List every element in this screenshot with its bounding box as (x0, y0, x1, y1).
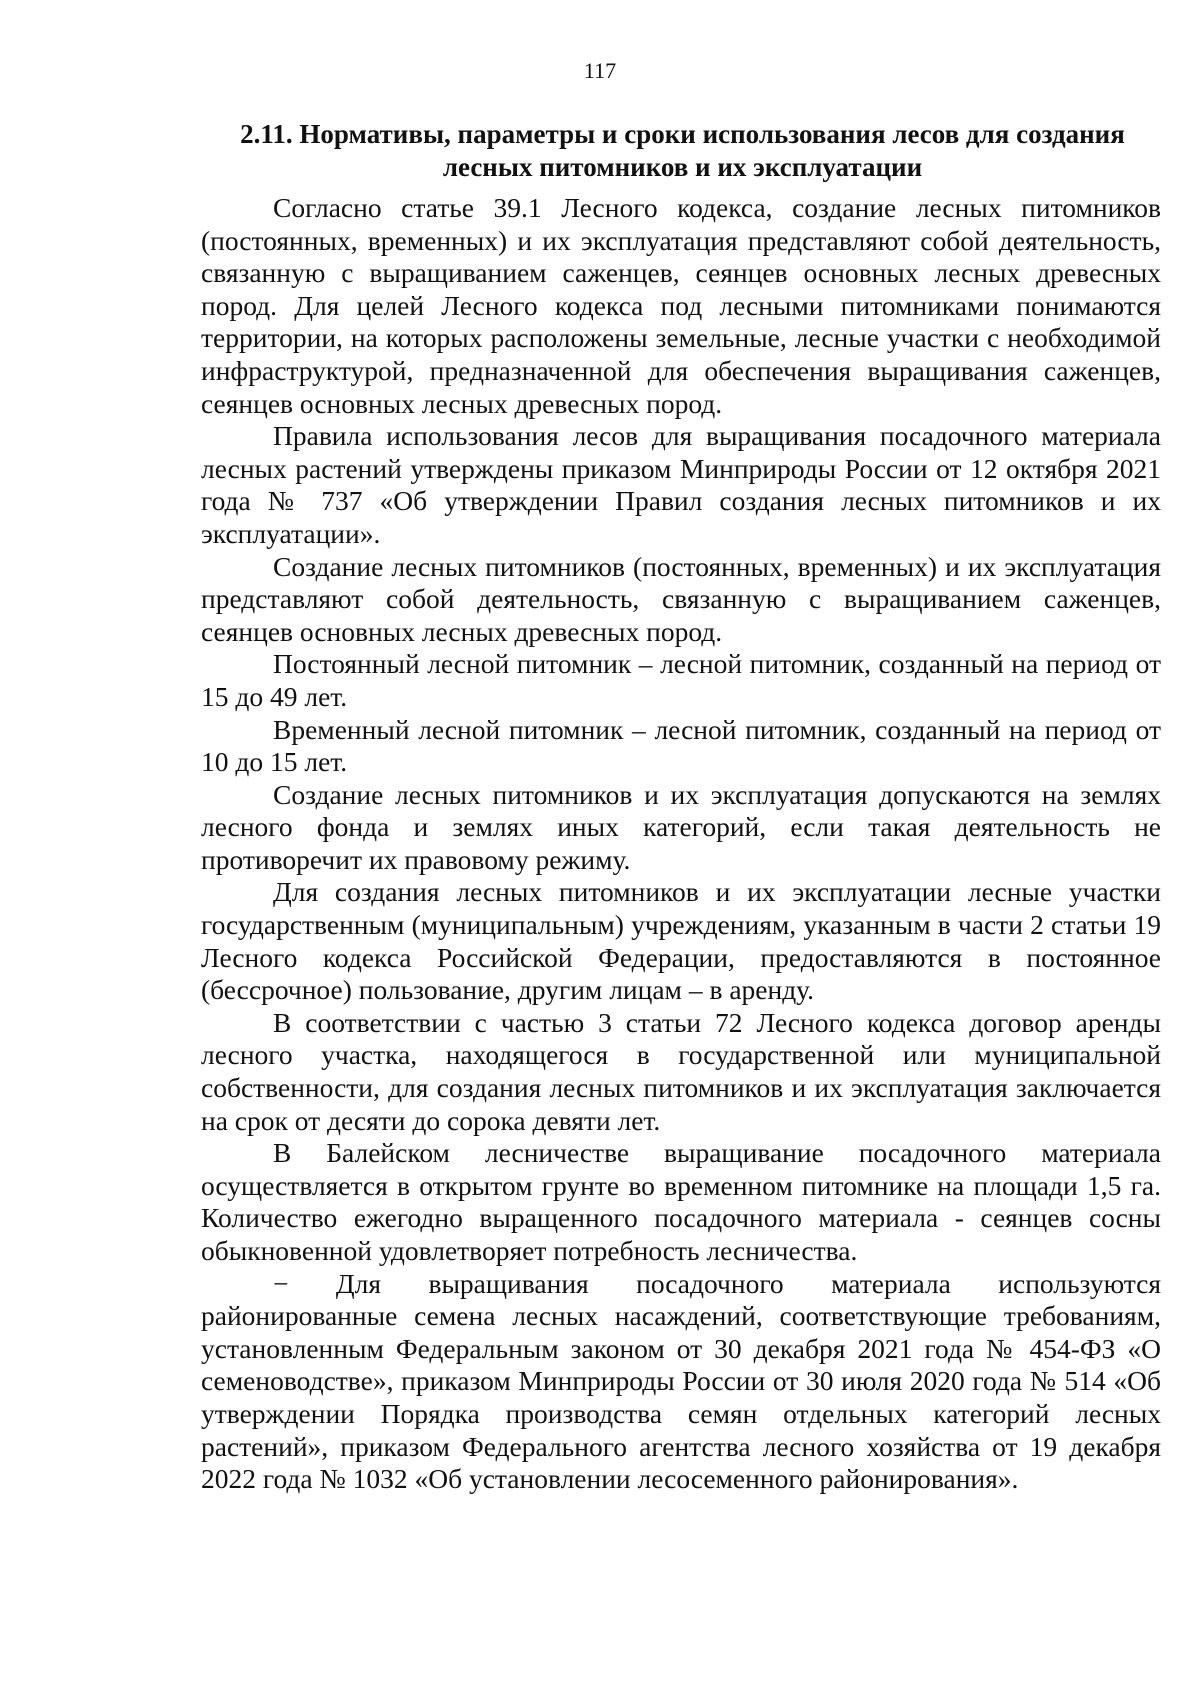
paragraph-article-39-1: Согласно статье 39.1 Лесного кодекса, создание лесных питомников (постоянных, временных) и их эксплуатация представляют собой деятельность, связанную с выращиванием саженцев, сеянцев основных лесных древесных пород. Для целей Лесного кодекса под лесными питомниками понимаются территории, на которых расположены земельные, лесные участки с необходимой инфраструктурой, предназначенной для обеспечения выращивания саженцев, сеянцев основных лесных древесных пород. (201, 192, 1161, 419)
page-number: 117 (583, 58, 617, 83)
paragraph-lease-term: В соответствии с частью 3 статьи 72 Лесного кодекса договор аренды лесного участка, находящегося в государственной или муниципальной собственности, для создания лесных питомников и их эксплуатация заключается на срок от десяти до сорока девяти лет. (201, 1006, 1161, 1136)
paragraph-baley-forestry: В Балейском лесничестве выращивание посадочного материала осуществляется в открытом грунте во временном питомнике на площади 1,5 га. Количество ежегодно выращенного посадочного материала - сеянцев сосны обыкновенной удовлетворяет потребность лесничества. (201, 1137, 1161, 1266)
paragraph-permanent-nursery: Постоянный лесной питомник – лесной питомник, созданный на период от 15 до 49 лет. (201, 648, 1161, 712)
paragraph-temporary-nursery: Временный лесной питомник – лесной питомник, созданный на период от 10 до 15 лет. (201, 713, 1161, 778)
paragraph-land-provision: Для создания лесных питомников и их эксплуатации лесные участки государственным (муниципальным) учреждениям, указанным в части 2 статьи 19 Лесного кодекса Российской Федерации, предоставляются в постоянное (бессрочное) пользование, другим лицам – в аренду. (201, 876, 1161, 1006)
paragraph-seed-requirements: − Для выращивания посадочного материала используются районированные семена лесных насаждений, соответствующие требованиям, установленным Федеральным законом от 30 декабря 2021 года № 454-ФЗ «О семеноводстве», приказом Минприроды России от 30 июля 2020 года № 514 «Об утверждении Порядка производства семян отдельных категорий лесных растений», приказом Федерального агентства лесного хозяйства от 19 декабря 2022 года № 1032 «Об установлении лесосеменного районирования». (201, 1267, 1161, 1495)
paragraph-allowed-lands: Создание лесных питомников и их эксплуатация допускаются на землях лесного фонда и землях иных категорий, если такая деятельность не противоречит их правовому режиму. (201, 778, 1161, 875)
paragraph-nursery-creation: Создание лесных питомников (постоянных, временных) и их эксплуатация представляют собой деятельность, связанную с выращиванием саженцев, сеянцев основных лесных древесных пород. (201, 550, 1161, 647)
paragraph-rules-order-737: Правила использования лесов для выращивания посадочного материала лесных растений утверждены приказом Минприроды России от 12 октября 2021 года № 737 «Об утверждении Правил создания лесных питомников и их эксплуатации». (201, 420, 1161, 549)
section-body (201, 192, 1161, 1496)
section-heading: 2.11. Нормативы, параметры и сроки использования лесов для создания лесных питомников и их эксплуатации (240, 119, 1125, 182)
